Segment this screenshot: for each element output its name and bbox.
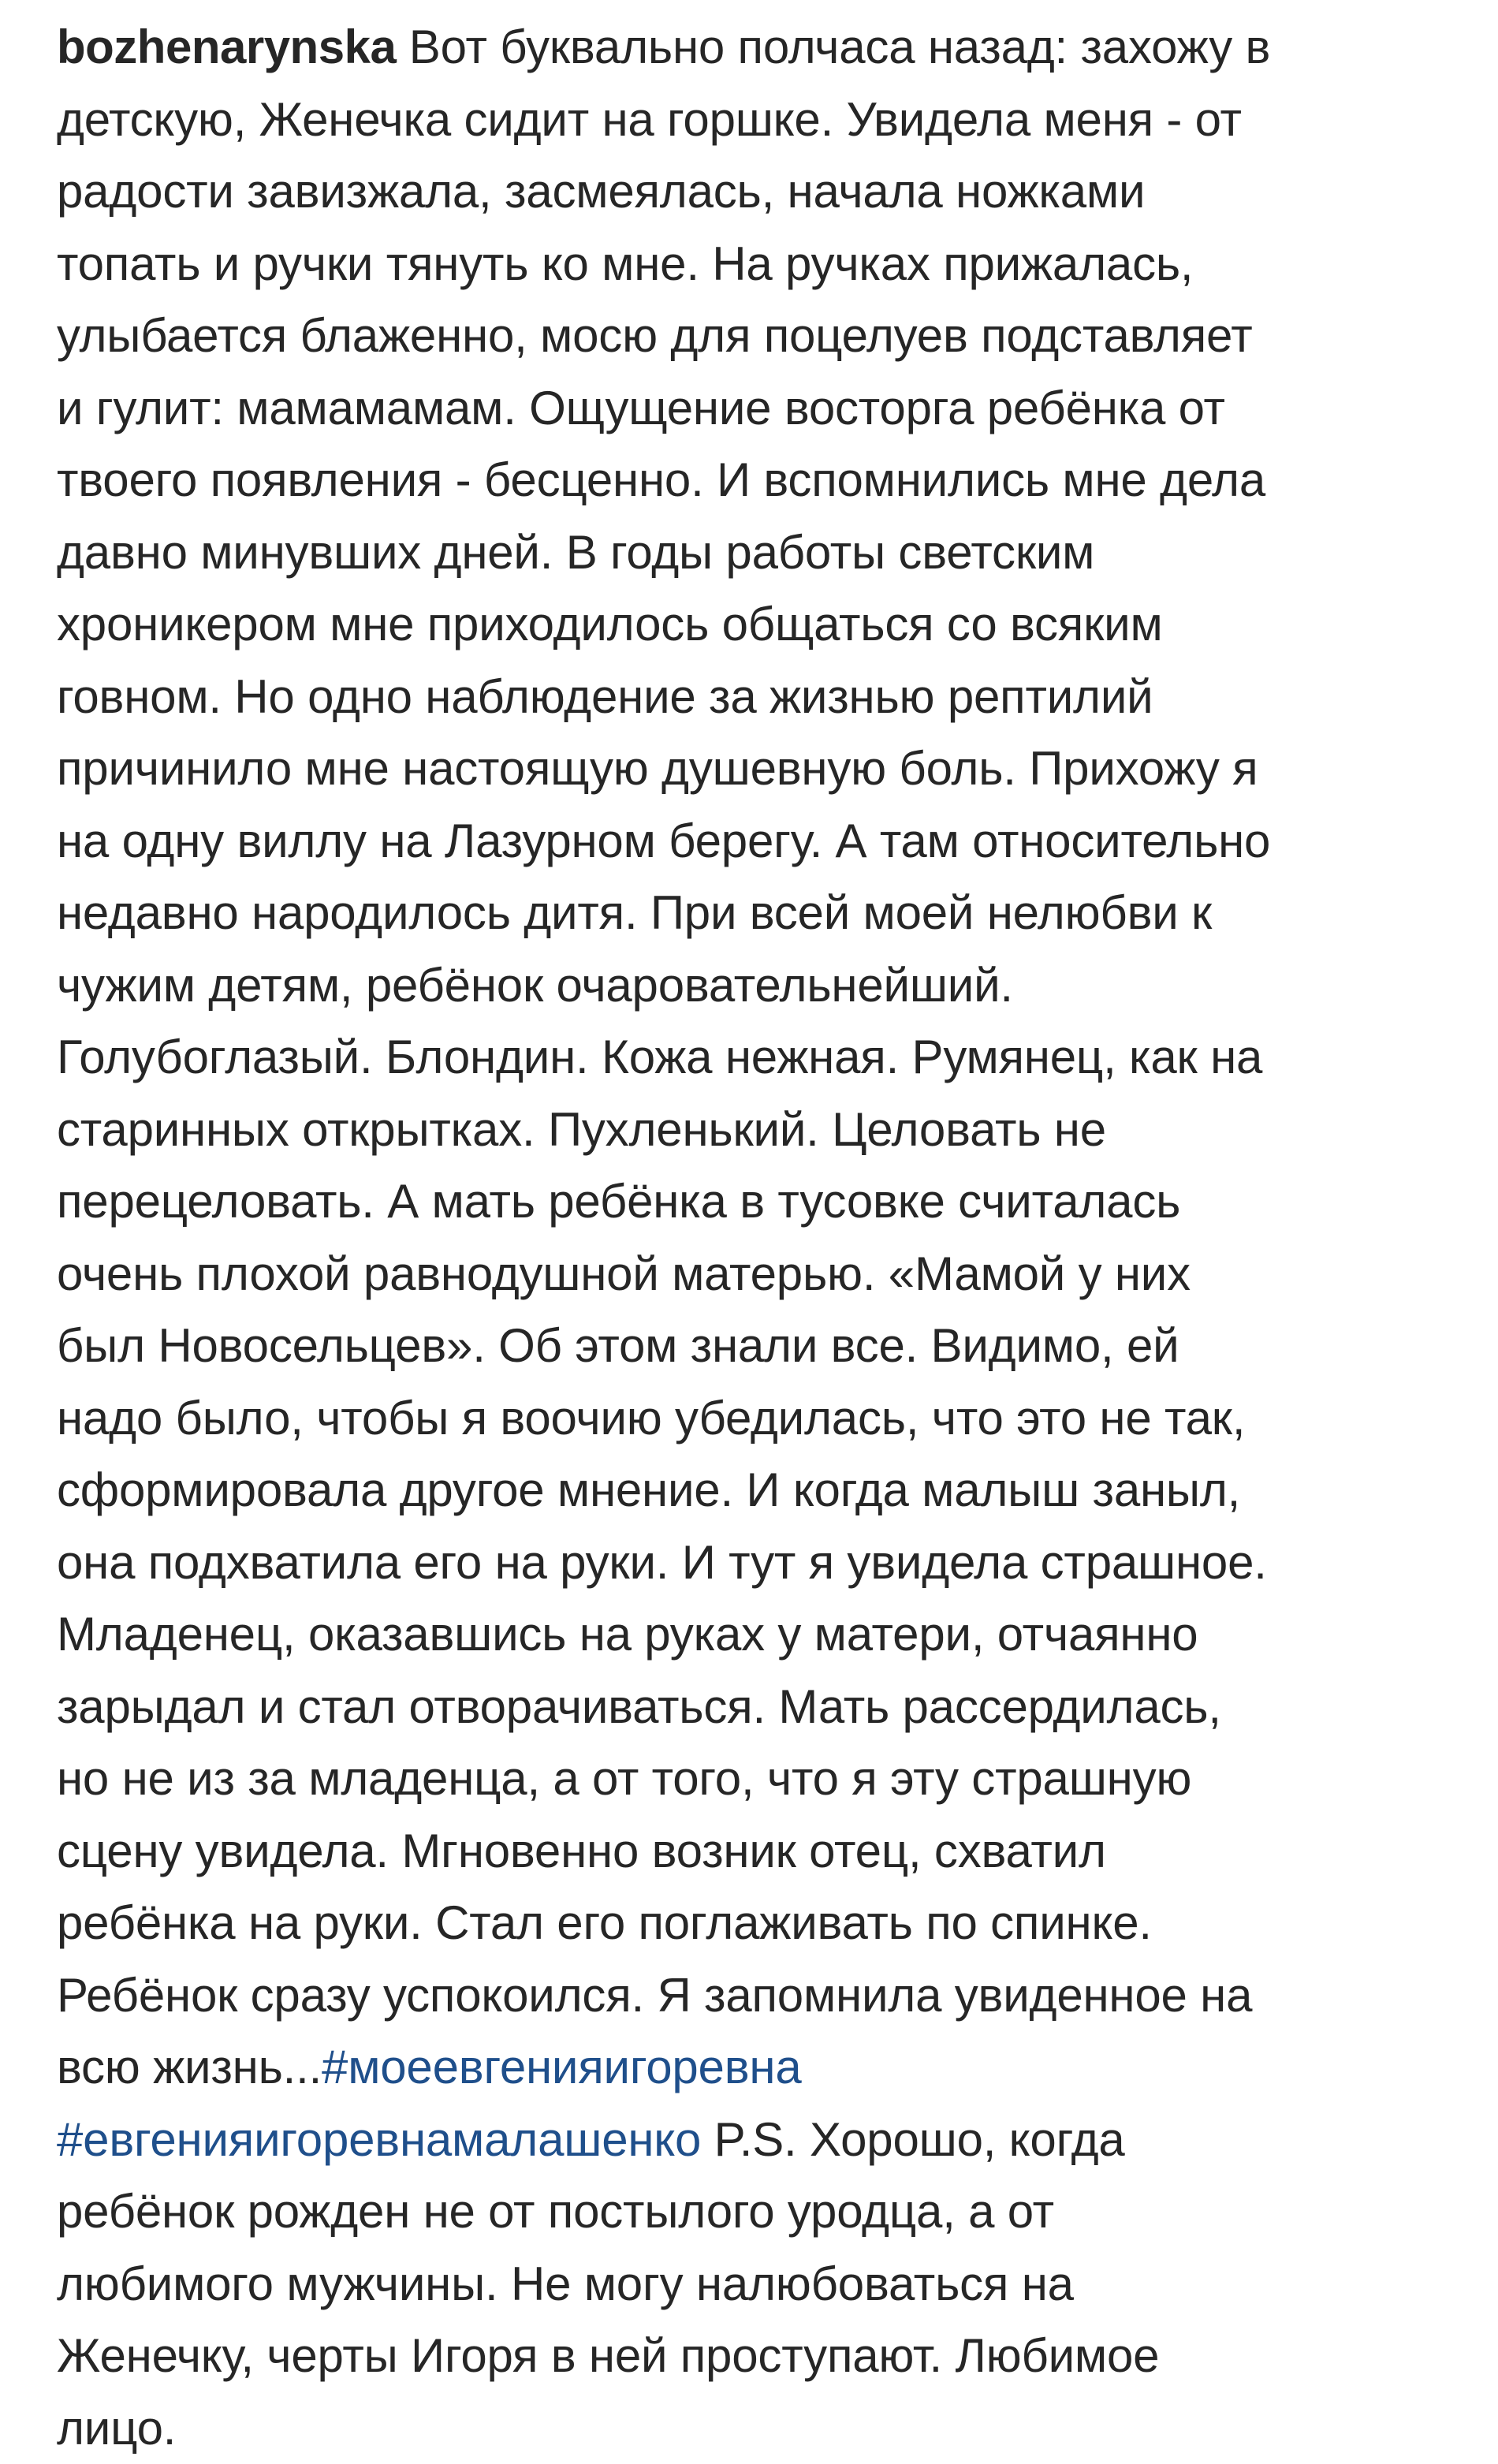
caption-text: всю жизнь...	[57, 2041, 322, 2093]
caption-line: лицо.	[57, 2392, 1476, 2464]
caption-line: она подхватила его на руки. И тут я увидела страшное.	[57, 1526, 1476, 1599]
caption-line: но не из за младенца, а от того, что я эту страшную	[57, 1743, 1476, 1815]
caption-line	[57, 2031, 1476, 2104]
caption-line: ребёнок рожден не от постылого уродца, а от	[57, 2175, 1476, 2248]
caption-line: детскую, Женечка сидит на горшке. Увидела меня - от	[57, 84, 1476, 156]
username-link[interactable]: bozhenarynska	[57, 21, 396, 73]
caption-line: сцену увидела. Мгновенно возник отец, схватил	[57, 1815, 1476, 1888]
caption-line: ребёнка на руки. Стал его поглаживать по спинке.	[57, 1887, 1476, 1959]
caption-line: сформировала другое мнение. И когда малыш заныл,	[57, 1454, 1476, 1526]
caption-line	[57, 2104, 1476, 2176]
caption-line: на одну виллу на Лазурном берегу. А там относительно	[57, 805, 1476, 878]
caption-line: радости завизжала, засмеялась, начала ножками	[57, 155, 1476, 228]
caption-line: недавно народилось дитя. При всей моей нелюбви к	[57, 877, 1476, 949]
caption-line: причинило мне настоящую душевную боль. Прихожу я	[57, 732, 1476, 805]
caption-line: любимого мужчины. Не могу налюбоваться на	[57, 2248, 1476, 2320]
caption-line: давно минувших дней. В годы работы светским	[57, 516, 1476, 589]
caption-text: Вот буквально полчаса назад: захожу в	[396, 21, 1270, 73]
caption-line: перецеловать. А мать ребёнка в тусовке считалась	[57, 1165, 1476, 1238]
hashtag-link[interactable]: #евгенияигоревнамалашенко	[57, 2113, 701, 2166]
caption-line: старинных открытках. Пухленький. Целовать не	[57, 1094, 1476, 1166]
caption-line: говном. Но одно наблюдение за жизнью рептилий	[57, 661, 1476, 733]
caption-line: Женечку, черты Игоря в ней проступают. Любимое	[57, 2320, 1476, 2392]
caption-line: надо было, чтобы я воочию убедилась, что это не так,	[57, 1382, 1476, 1455]
caption-line: очень плохой равнодушной матерью. «Мамой у них	[57, 1238, 1476, 1310]
caption-line	[57, 11, 1476, 84]
hashtag-link[interactable]: #моеевгенияигоревна	[322, 2041, 801, 2093]
caption-line: зарыдал и стал отворачиваться. Мать рассердилась,	[57, 1671, 1476, 1743]
caption-line: улыбается блаженно, мосю для поцелуев подставляет	[57, 300, 1476, 372]
caption-line: твоего появления - бесценно. И вспомнились мне дела	[57, 444, 1476, 516]
caption-line: Ребёнок сразу успокоился. Я запомнила увиденное на	[57, 1959, 1476, 2032]
caption-text: P.S. Хорошо, когда	[701, 2113, 1124, 2166]
caption-line: хроникером мне приходилось общаться со всяким	[57, 588, 1476, 661]
caption-line: Младенец, оказавшись на руках у матери, отчаянно	[57, 1598, 1476, 1671]
post-caption	[57, 11, 1476, 2464]
caption-line: был Новосельцев». Об этом знали все. Видимо, ей	[57, 1310, 1476, 1382]
caption-line: чужим детям, ребёнок очаровательнейший.	[57, 949, 1476, 1022]
caption-line: топать и ручки тянуть ко мне. На ручках прижалась,	[57, 228, 1476, 300]
caption-line: и гулит: мамамамам. Ощущение восторга ребёнка от	[57, 372, 1476, 445]
caption-line: Голубоглазый. Блондин. Кожа нежная. Румянец, как на	[57, 1021, 1476, 1094]
